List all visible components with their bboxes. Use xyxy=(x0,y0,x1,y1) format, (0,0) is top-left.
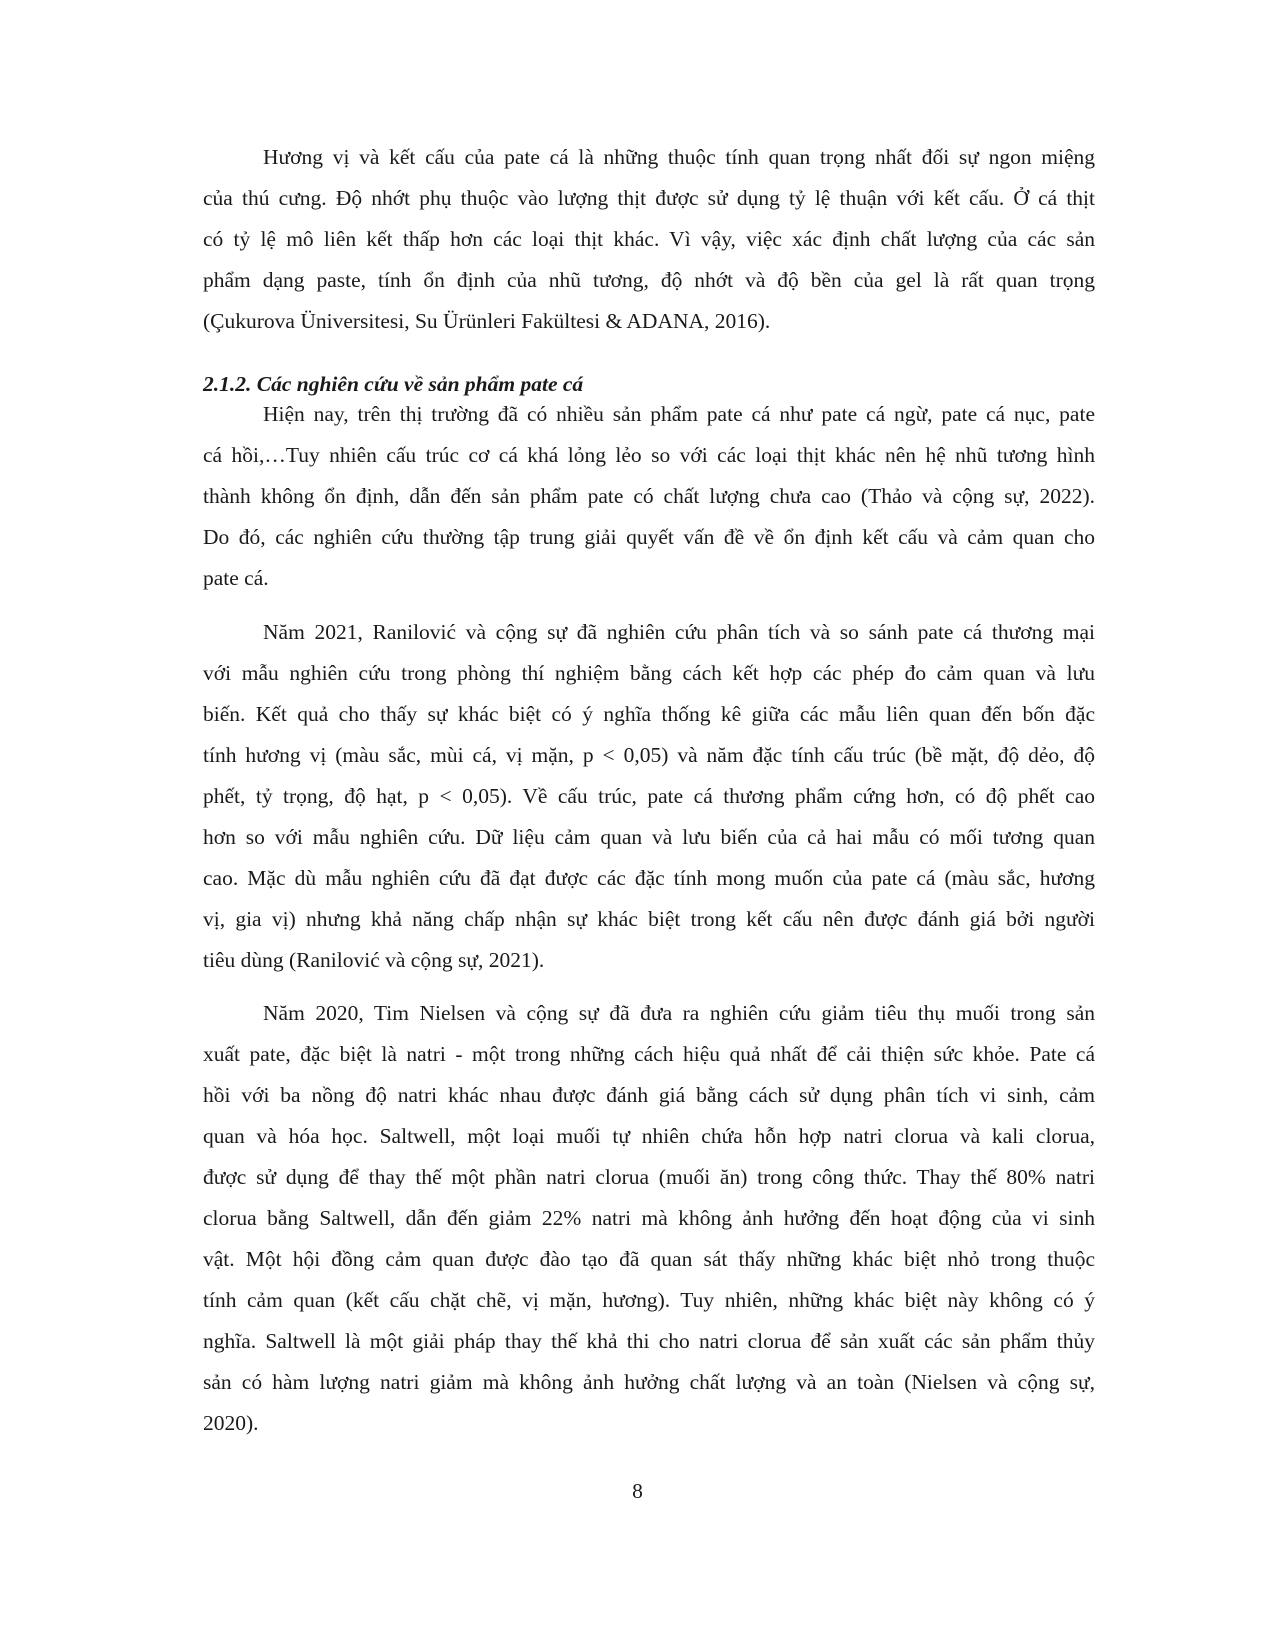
paragraph-line: Năm 2021, Ranilović và cộng sự đã nghiên cứu phân tích và so sánh pate cá thương mại xyxy=(263,620,1095,644)
paragraph-line: của thú cưng. Độ nhớt phụ thuộc vào lượng thịt được sử dụng tỷ lệ thuận với kết cấu. Ở cá thịt xyxy=(203,186,1095,210)
paragraph-line: tính cảm quan (kết cấu chặt chẽ, vị mặn, hương). Tuy nhiên, những khác biệt này không có ý xyxy=(203,1288,1095,1312)
paragraph-line: cao. Mặc dù mẫu nghiên cứu đã đạt được các đặc tính mong muốn của pate cá (màu sắc, hương xyxy=(203,866,1095,890)
paragraph-line: 2020). xyxy=(203,1411,259,1435)
paragraph-line: nghĩa. Saltwell là một giải pháp thay thế khả thi cho natri clorua để sản xuất các sản phẩm thủy xyxy=(203,1329,1095,1353)
paragraph-line: được sử dụng để thay thế một phần natri clorua (muối ăn) trong công thức. Thay thế 80% natri xyxy=(203,1165,1095,1189)
paragraph-line: quan và hóa học. Saltwell, một loại muối tự nhiên chứa hỗn hợp natri clorua và kali clorua, xyxy=(203,1124,1095,1148)
paragraph-line: thành không ổn định, dẫn đến sản phẩm pate có chất lượng chưa cao (Thảo và cộng sự, 2022). xyxy=(203,484,1095,508)
section-heading: 2.1.2. Các nghiên cứu về sản phẩm pate cá xyxy=(203,372,584,396)
paragraph-line: pate cá. xyxy=(203,566,269,590)
paragraph-line: Hiện nay, trên thị trường đã có nhiều sản phẩm pate cá như pate cá ngừ, pate cá nục, pate xyxy=(263,402,1095,426)
page-number: 8 xyxy=(632,1479,643,1503)
paragraph-line: biến. Kết quả cho thấy sự khác biệt có ý nghĩa thống kê giữa các mẫu liên quan đến bốn đặc xyxy=(203,702,1095,726)
paragraph-line: xuất pate, đặc biệt là natri - một trong những cách hiệu quả nhất để cải thiện sức khỏe. Pate cá xyxy=(203,1042,1095,1066)
paragraph-line: Hương vị và kết cấu của pate cá là những thuộc tính quan trọng nhất đối sự ngon miệng xyxy=(263,145,1095,169)
paragraph-line: hơn so với mẫu nghiên cứu. Dữ liệu cảm quan và lưu biến của cả hai mẫu có mối tương quan xyxy=(203,825,1095,849)
paragraph-line: clorua bằng Saltwell, dẫn đến giảm 22% natri mà không ảnh hưởng đến hoạt động của vi sinh xyxy=(203,1206,1095,1230)
paragraph-line: sản có hàm lượng natri giảm mà không ảnh hưởng chất lượng và an toàn (Nielsen và cộng sự, xyxy=(203,1370,1095,1394)
paragraph-line: tính hương vị (màu sắc, mùi cá, vị mặn, p < 0,05) và năm đặc tính cấu trúc (bề mặt, độ dẻo, độ xyxy=(203,743,1095,767)
paragraph-line: Do đó, các nghiên cứu thường tập trung giải quyết vấn đề về ổn định kết cấu và cảm quan cho xyxy=(203,525,1095,549)
paragraph-line: (Çukurova Üniversitesi, Su Ürünleri Fakültesi & ADANA, 2016). xyxy=(203,309,771,333)
paragraph-line: với mẫu nghiên cứu trong phòng thí nghiệm bằng cách kết hợp các phép đo cảm quan và lưu xyxy=(203,661,1095,685)
paragraph-line: có tỷ lệ mô liên kết thấp hơn các loại thịt khác. Vì vậy, việc xác định chất lượng của các sản xyxy=(203,227,1095,251)
paragraph-line: vị, gia vị) nhưng khả năng chấp nhận sự khác biệt trong kết cấu nên được đánh giá bởi người xyxy=(203,907,1095,931)
paragraph-line: tiêu dùng (Ranilović và cộng sự, 2021). xyxy=(203,948,545,972)
paragraph-line: phết, tỷ trọng, độ hạt, p < 0,05). Về cấu trúc, pate cá thương phẩm cứng hơn, có độ phết cao xyxy=(203,784,1095,808)
paragraph-line: cá hồi,…Tuy nhiên cấu trúc cơ cá khá lỏng lẻo so với các loại thịt khác nên hệ nhũ tương hình xyxy=(203,443,1095,467)
paragraph-line: Năm 2020, Tim Nielsen và cộng sự đã đưa ra nghiên cứu giảm tiêu thụ muối trong sản xyxy=(263,1001,1095,1025)
paragraph-line: hồi với ba nồng độ natri khác nhau được đánh giá bằng cách sử dụng phân tích vi sinh, cảm xyxy=(203,1083,1095,1107)
paragraph-line: vật. Một hội đồng cảm quan được đào tạo đã quan sát thấy những khác biệt nhỏ trong thuộc xyxy=(203,1247,1095,1271)
paragraph-line: phẩm dạng paste, tính ổn định của nhũ tương, độ nhớt và độ bền của gel là rất quan trọng xyxy=(203,268,1095,292)
